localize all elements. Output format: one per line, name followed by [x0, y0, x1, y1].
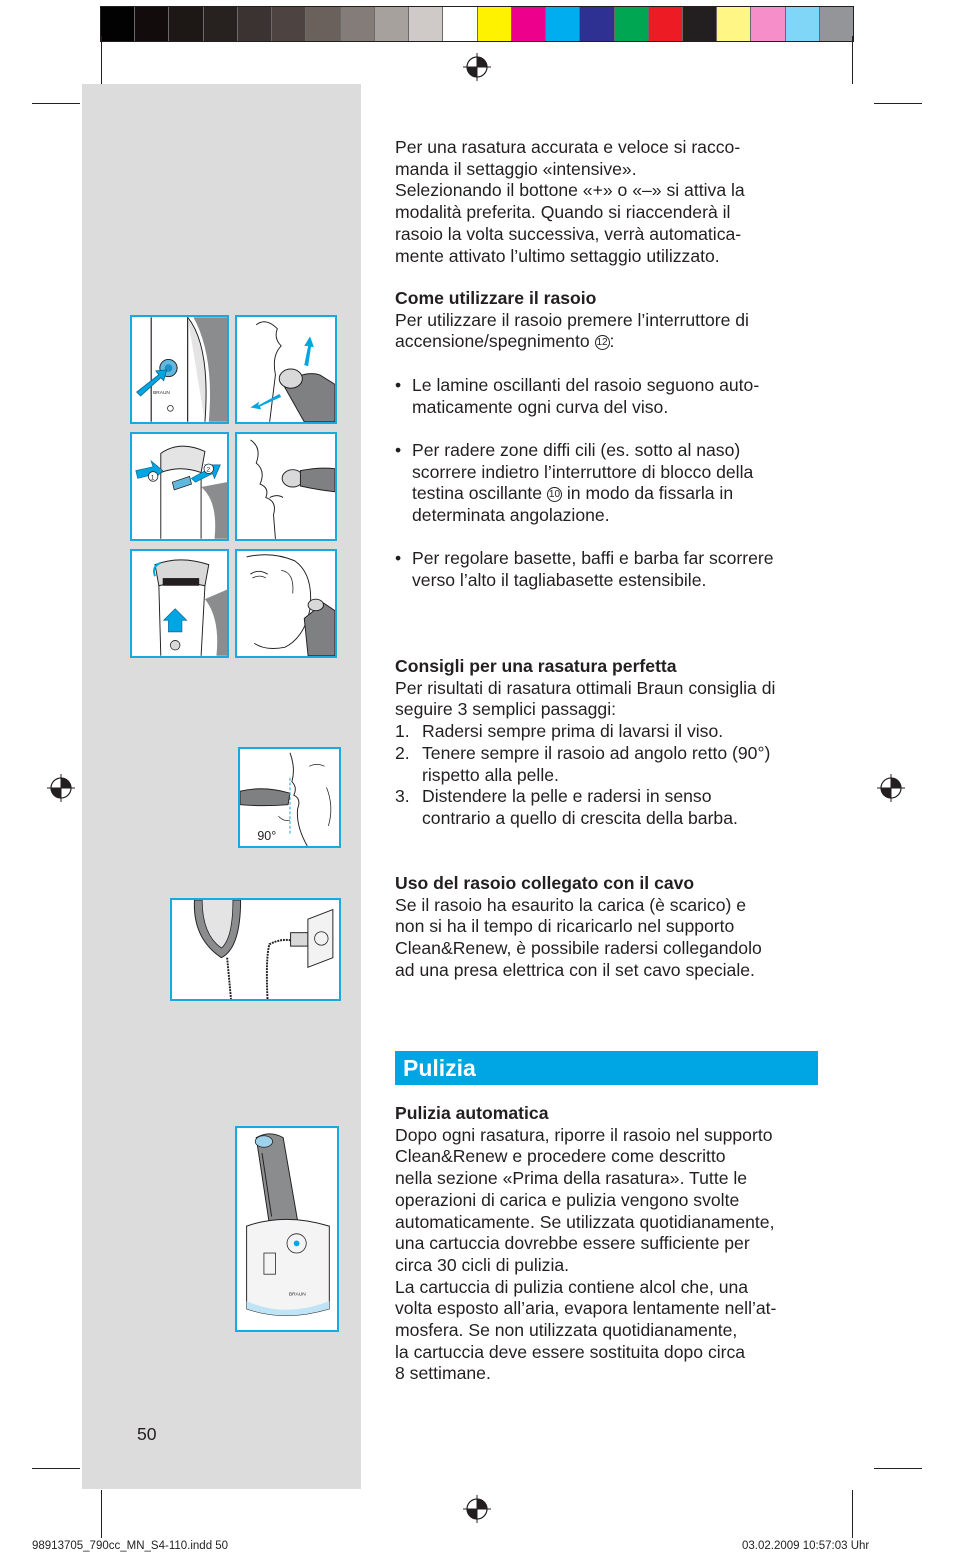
bullet-line: maticamente ogni curva del viso. [412, 396, 669, 417]
figure-power-switch [130, 315, 229, 424]
color-swatch [443, 7, 477, 41]
numbered-item [395, 721, 825, 743]
cleaning-line: una cartuccia dovrebbe essere sufficiente per [395, 1233, 750, 1254]
cable-line: Se il rasoio ha esaurito la carica (è scarico) e [395, 894, 747, 915]
color-swatch [409, 7, 443, 41]
bullet-line: determinata angolazione. [412, 505, 610, 525]
item-line: contrario a quello di crescita della barba. [422, 807, 738, 828]
color-swatch [820, 7, 853, 41]
bullet-line: • Per regolare basette, baffi e barba far scorrere [412, 548, 774, 569]
bullet-line: verso l’alto il tagliabasette estensibile. [412, 570, 707, 591]
figure-right-angle [238, 747, 341, 848]
color-swatch [375, 7, 409, 41]
intro-line: mente attivato l’ultimo settaggio utilizzato. [395, 245, 720, 266]
cleaning-line: nella sezione «Prima della rasatura». Tutte le [395, 1168, 748, 1189]
figure-clean-renew-station [235, 1126, 339, 1332]
color-swatch [169, 7, 203, 41]
tips-heading: Consigli per una rasatura perfetta [395, 656, 677, 676]
item-line: rispetto alla pelle. [422, 764, 559, 785]
cleaning-line: la cartuccia deve essere sostituita dopo circa [395, 1341, 746, 1362]
item-line: Distendere la pelle e radersi in senso [422, 786, 712, 807]
crop-mark [852, 1490, 853, 1538]
cleaning-line: volta esposto all’aria, evapora lentamente nell’at- [395, 1298, 777, 1319]
crop-mark [32, 103, 80, 104]
intro-paragraph [395, 137, 825, 267]
colon: : [609, 331, 615, 352]
angle-label: 90° [257, 829, 277, 844]
intro-line: Selezionando il bottone «+» o «–» si attiva la [395, 180, 745, 201]
color-swatch [580, 7, 614, 41]
intro-line: modalità preferita. Quando si riaccenderà il [395, 202, 731, 223]
usage-section [395, 288, 825, 592]
figure-power-cable [170, 898, 341, 1001]
registration-mark-icon [46, 773, 76, 803]
intro-line: rasoio la volta successiva, verrà automatica- [395, 223, 742, 244]
cleaning-line: La cartuccia di pulizia contiene alcol che, una [395, 1276, 749, 1297]
color-swatch [204, 7, 238, 41]
power-symbol-icon: 12 [596, 337, 608, 349]
cleaning-line: mosfera. Se non utilizzata quotidianamente, [395, 1320, 738, 1341]
cable-line: non si ha il tempo di ricaricarlo nel supporto [395, 916, 735, 937]
color-swatch [306, 7, 340, 41]
item-line: Tenere sempre il rasoio ad angolo retto (90°) [422, 742, 771, 763]
cable-line: ad una presa elettrica con il set cavo speciale. [395, 959, 755, 980]
bullet-line: • Le lamine oscillanti del rasoio seguono auto- [412, 374, 760, 395]
cleaning-line: circa 30 cicli di pulizia. [395, 1254, 570, 1275]
color-swatch [786, 7, 820, 41]
cleaning-line: 8 settimane. [395, 1363, 491, 1384]
color-swatch [135, 7, 169, 41]
usage-heading: Come utilizzare il rasoio [395, 288, 597, 308]
color-swatch [615, 7, 649, 41]
page-number: 50 [137, 1424, 157, 1444]
bullet-item [395, 440, 825, 527]
cleaning-line: operazioni di carica e pulizia vengono svolte [395, 1189, 740, 1210]
lock-symbol-icon: 10 [548, 489, 561, 501]
usage-line-text: accensione/spegnimento [395, 331, 590, 352]
bullet-line-text: testina oscillante [412, 483, 543, 504]
step-two-label: 2 [206, 466, 211, 474]
registration-mark-icon [876, 773, 906, 803]
cable-heading: Uso del rasoio collegato con il cavo [395, 873, 695, 893]
figure-trimmer-slide [130, 549, 229, 658]
brand-logo: BRAUN [153, 390, 170, 396]
bullet-item [395, 375, 825, 418]
registration-mark-icon [462, 1494, 492, 1524]
cleaning-line: Dopo ogni rasatura, riporre il rasoio nel supporto [395, 1124, 773, 1145]
color-swatch [272, 7, 306, 41]
tips-line: Per risultati di rasatura ottimali Braun consiglia di [395, 677, 776, 698]
intro-line: manda il settaggio «intensive». [395, 158, 637, 179]
color-swatch [717, 7, 751, 41]
crop-mark [874, 1468, 922, 1469]
crop-mark [32, 1468, 80, 1469]
crop-mark [852, 36, 853, 84]
color-swatch [478, 7, 512, 41]
cable-section [395, 873, 825, 982]
cleaning-section [395, 1103, 825, 1385]
crop-mark [874, 103, 922, 104]
cable-line: Clean&Renew, è possibile radersi collegandolo [395, 938, 762, 959]
cleaning-line: Clean&Renew e procedere come descritto [395, 1146, 726, 1167]
item-line: Radersi sempre prima di lavarsi il viso. [422, 721, 724, 742]
color-swatch [546, 7, 580, 41]
usage-line: Per utilizzare il rasoio premere l’interruttore di [395, 309, 749, 330]
figure-sideburns [235, 549, 337, 658]
section-title-bar: Pulizia [395, 1051, 818, 1085]
date-slug: 03.02.2009 10:57:03 Uhr [742, 1540, 870, 1552]
color-swatch [238, 7, 272, 41]
file-slug: 98913705_790cc_MN_S4-110.indd 50 [32, 1540, 229, 1552]
cleaning-line: automaticamente. Se utilizzata quotidianamente, [395, 1211, 775, 1232]
color-swatch [751, 7, 785, 41]
step-one-label: 1 [150, 474, 155, 482]
item-number: 3. [395, 786, 410, 807]
numbered-item [395, 786, 825, 829]
item-number: 2. [395, 742, 410, 763]
figure-shaving-neck [235, 315, 337, 424]
tips-section [395, 656, 825, 830]
tips-line: seguire 3 semplici passaggi: [395, 699, 617, 720]
color-swatch [512, 7, 546, 41]
registration-mark-icon [462, 52, 492, 82]
crop-mark [101, 36, 102, 84]
crop-mark [101, 1490, 102, 1538]
item-number: 1. [395, 721, 410, 742]
color-calibration-bar [100, 6, 854, 42]
station-brand-logo: BRAUN [288, 1292, 306, 1298]
color-swatch [683, 7, 717, 41]
bullet-line: • Per radere zone diffi cili (es. sotto al naso) [412, 439, 741, 460]
bullet-line: scorrere indietro l’interruttore di blocco della [412, 461, 754, 482]
color-swatch [101, 7, 135, 41]
color-swatch [649, 7, 683, 41]
bullet-item [395, 548, 825, 591]
cleaning-heading: Pulizia automatica [395, 1103, 549, 1123]
figure-under-nose [235, 432, 337, 541]
intro-line: Per una rasatura accurata e veloce si racco- [395, 137, 741, 157]
figure-lock-head [130, 432, 229, 541]
usage-line [395, 331, 825, 353]
numbered-item [395, 743, 825, 786]
color-swatch [341, 7, 375, 41]
bullet-line [412, 483, 825, 505]
bullet-line-text: in modo da fissarla in [566, 483, 734, 504]
